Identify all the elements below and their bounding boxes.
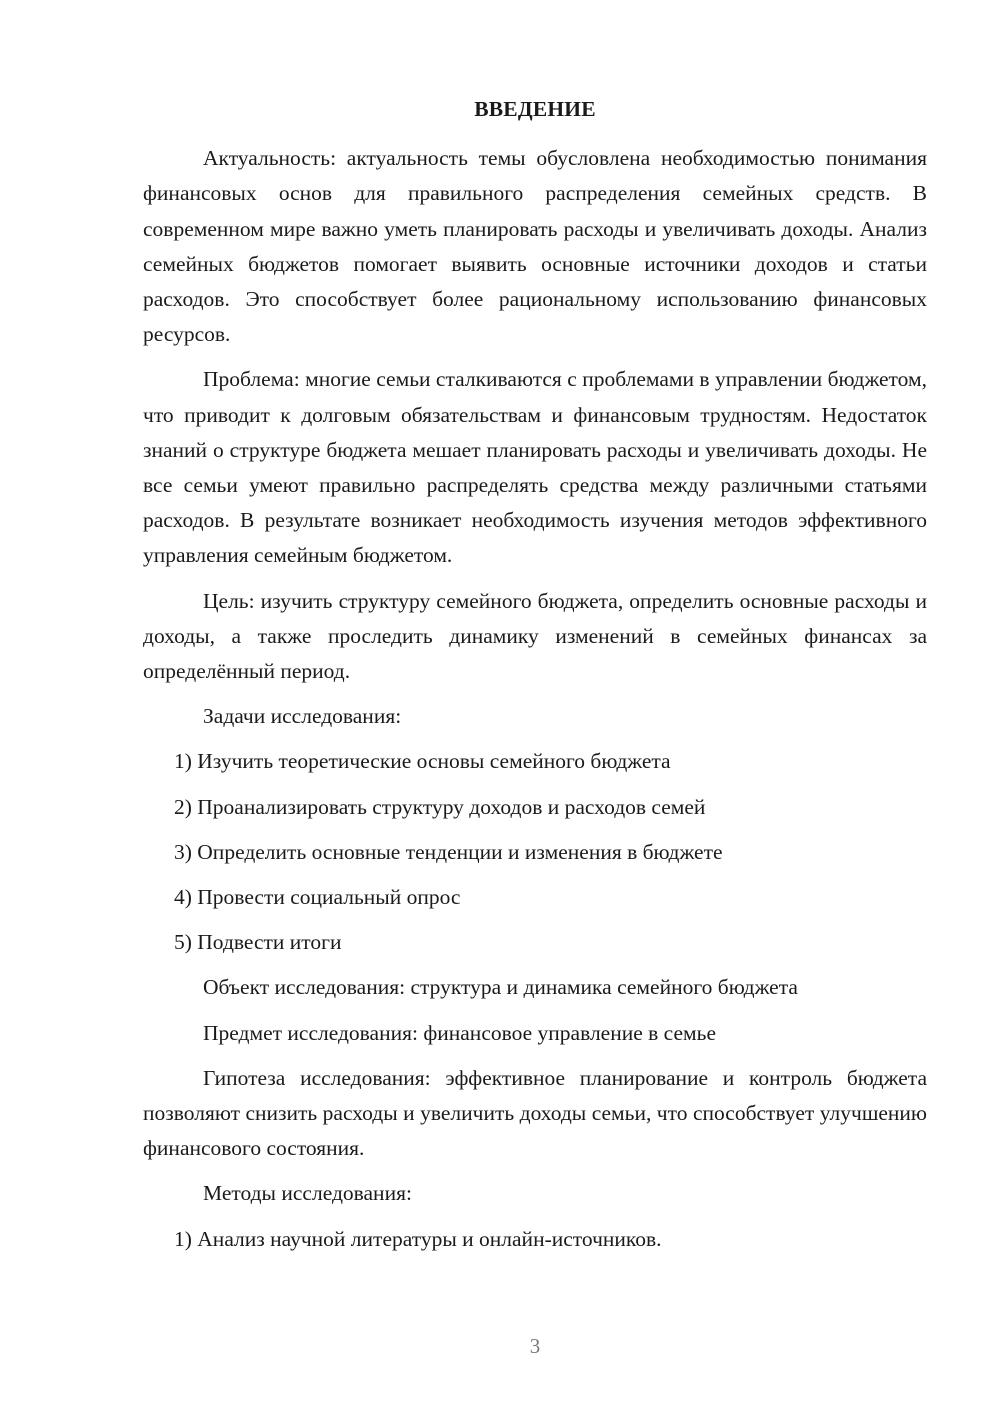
task-item: 5) Подвести итоги: [174, 930, 342, 955]
task-item: 1) Изучить теоретические основы семейного бюджета: [174, 749, 671, 774]
methods-heading: Методы исследования:: [203, 1181, 412, 1206]
methods-list: [143, 1222, 927, 1257]
page-number: 3: [529, 1334, 541, 1358]
tasks-list: [143, 744, 927, 960]
relevance-paragraph: Актуальность: актуальность темы обусловлена необходимостью понимания финансовых основ для правильного распределения семейных средств. В современном мире важно уметь планировать расходы и увеличивать доходы. Анализ семейных бюджетов помогает выявить основные источники доходов и статьи расходов. Это способствует более рациональному использованию финансовых ресурсов.: [143, 146, 927, 347]
task-item: 2) Проанализировать структуру доходов и расходов семей: [174, 794, 706, 819]
subject-line: Предмет исследования: финансовое управление в семье: [203, 1020, 716, 1045]
tasks-heading: Задачи исследования:: [203, 704, 402, 729]
hypothesis-paragraph: Гипотеза исследования: эффективное планирование и контроль бюджета позволяют снизить расходы и увеличить доходы семьи, что способствует улучшению финансового состояния.: [143, 1065, 927, 1161]
page-title: ВВЕДЕНИЕ: [474, 97, 596, 121]
task-item: 3) Определить основные тенденции и изменения в бюджете: [174, 839, 723, 864]
goal-paragraph: Цель: изучить структуру семейного бюджета, определить основные расходы и доходы, а также проследить динамику изменений в семейных финансах за определённый период.: [143, 588, 927, 684]
task-item: 4) Провести социальный опрос: [174, 885, 461, 910]
document-page: [143, 92, 927, 1267]
problem-paragraph: Проблема: многие семьи сталкиваются с проблемами в управлении бюджетом, что приводит к долговым обязательствам и финансовым трудностям. Недостаток знаний о структуре бюджета мешает планировать расходы и увеличивать доходы. Не все семьи умеют правильно распределять средства между различными статьями расходов. В результате возникает необходимость изучения методов эффективного управления семейным бюджетом.: [143, 367, 927, 568]
object-line: Объект исследования: структура и динамика семейного бюджета: [203, 975, 798, 1000]
method-item: 1) Анализ научной литературы и онлайн-источников.: [174, 1226, 662, 1251]
